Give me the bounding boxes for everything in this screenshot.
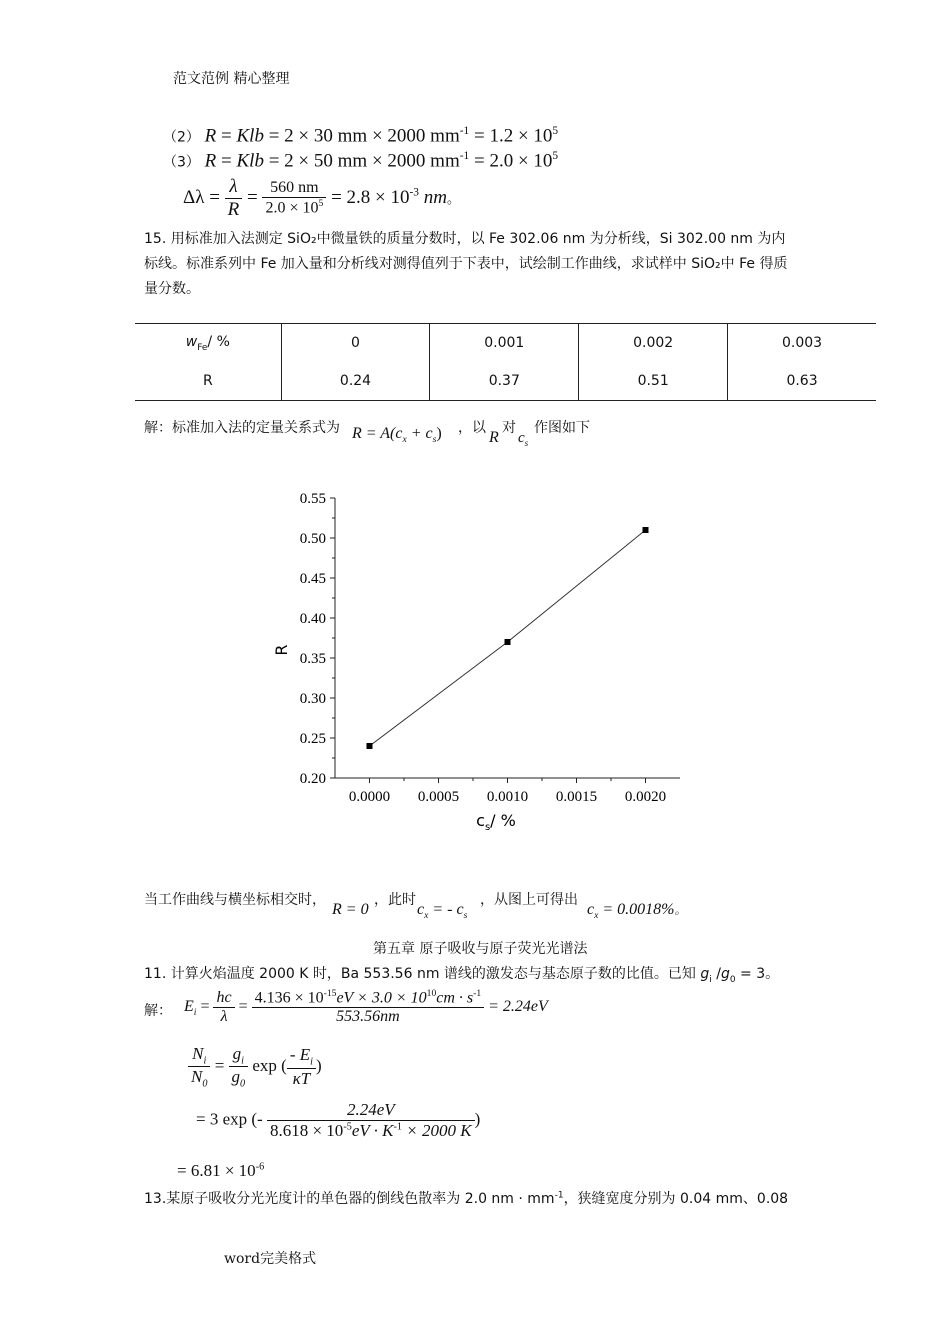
table-header-cell: R xyxy=(135,362,281,401)
q15-line1: 15. 用标准加入法测定 SiO₂中微量铁的质量分数时，以 Fe 302.06 nm 为分析线，Si 302.00 nm 为内 xyxy=(144,231,786,247)
equation-2-label: （2） xyxy=(163,129,200,146)
dl-lhs: Δλ xyxy=(183,186,205,208)
chart-x-axis-label: $c_s/$ % xyxy=(476,811,516,833)
conclusion-text3: ，从图上可得出 xyxy=(480,892,578,908)
chart-y-axis-label: R xyxy=(272,644,291,656)
table-cell: 0.24 xyxy=(281,362,430,401)
y-tick-label: 0.25 xyxy=(299,731,326,747)
conclusion-text1: 当工作曲线与横坐标相交时， xyxy=(144,892,326,908)
y-tick-label: 0.30 xyxy=(299,691,326,707)
data-point xyxy=(505,639,511,645)
q15-line3: 量分数。 xyxy=(144,281,200,297)
equation-3-label: （3） xyxy=(163,154,200,171)
eq3-result-exp: 5 xyxy=(552,150,559,162)
y-tick-label: 0.55 xyxy=(299,491,326,507)
hc-over-lambda: $\frac{hc}{\lambda}$ xyxy=(213,989,234,1026)
table-cell: 0.002 xyxy=(579,324,728,363)
x-tick-label: 0.0005 xyxy=(417,789,460,805)
eq2-result: 1.2 × 10 xyxy=(489,125,553,147)
solution11-line2: = 3 exp (- $\frac{2.24eV}{8.618 \times 10^{-5}eV \cdot K^{-1} \times 2000 K}$ ) xyxy=(196,1100,481,1140)
eq2-expr: 2 × 30 mm × 2000 mm xyxy=(284,125,460,147)
x-tick-label: 0.0020 xyxy=(624,789,667,805)
table-cell: 0.63 xyxy=(728,362,876,401)
dl-result-exp: -3 xyxy=(409,186,419,199)
dl-frac1: $\frac{\lambda}{R}$ xyxy=(225,176,243,221)
x-tick-label: 0.0015 xyxy=(555,789,598,805)
chart-series xyxy=(367,527,649,749)
table-header-cell: $w_{Fe}/$ % xyxy=(135,324,281,363)
eq2-mid: Klb xyxy=(236,125,264,147)
eq2-exp: -1 xyxy=(459,125,470,137)
solution15-mid1: ，以 xyxy=(458,420,486,436)
table-cell: 0 xyxy=(281,324,430,363)
eq3-lhs: R xyxy=(204,150,217,172)
eq3-result: 2.0 × 10 xyxy=(489,150,553,172)
solution11-energy-eq: $E_i$ = $\frac{hc}{\lambda}$ = $\frac{4.136 \times 10^{-15}eV \times 3.0 \times 10^{10}cm \cdot s^{-1}}{553.56nm}$ = 2.24eV xyxy=(184,988,548,1026)
conclusion-eq1: R = 0 xyxy=(332,901,369,918)
solution11-ratio-eq: $\frac{N_i}{N_0}$ = $\frac{g_i}{g_0}$ exp ( $\frac{- E_i}{\kappa T}$ ) xyxy=(188,1044,322,1090)
solution15-intro: 解：标准加入法的定量关系式为 xyxy=(144,420,340,436)
q11-text: 11. 计算火焰温度 2000 K 时，Ba 553.56 nm 谱线的激发态与基态原子数的比值。已知 $g_i$ $/g_0 = 3$。 xyxy=(144,966,780,985)
data-point xyxy=(643,527,649,533)
q15-line2: 标线。标准系列中 Fe 加入量和分析线对测得值列于下表中，试绘制工作曲线，求试样中 SiO₂中 Fe 得质 xyxy=(144,256,788,272)
equation-3: （3） R = Klb = 2 × 50 mm × 2000 $mm^{-1} = 2.0 \times 10^5$ xyxy=(163,150,559,172)
table-cell: 0.51 xyxy=(579,362,728,401)
x-tick-label: 0.0000 xyxy=(348,789,391,805)
series-line xyxy=(370,530,646,746)
solution15-formula: $R = A(c_x + c_s)$ xyxy=(352,425,442,446)
y-tick-label: 0.50 xyxy=(299,531,326,547)
ni-over-n0: $\frac{N_i}{N_0}$ xyxy=(188,1044,210,1090)
gi-over-g0: $\frac{g_i}{g_0}$ xyxy=(229,1044,249,1090)
dl-frac2: $\frac{560 nm}{2.0 \times 10^5}$ xyxy=(262,179,326,217)
line2-fraction: $\frac{2.24eV}{8.618 \times 10^{-5}eV \cdot K^{-1} \times 2000 K}$ xyxy=(267,1100,475,1141)
eq3-exp: -1 xyxy=(459,150,470,162)
solution15-end: 作图如下 xyxy=(534,420,590,436)
delta-lambda-equation: Δλ = $\frac{\lambda}{R}$ = $\frac{560 nm}{2.0 \times 10^5}$ = $2.8 \times 10^{-3}$ nm。 xyxy=(183,176,460,220)
table-cell: 0.003 xyxy=(728,324,876,363)
x-tick-label: 0.0010 xyxy=(486,789,529,805)
data-point xyxy=(367,743,373,749)
dl-unit: nm xyxy=(423,186,447,208)
page-footer: word完美格式 xyxy=(224,1251,317,1267)
y-tick-label: 0.35 xyxy=(299,651,326,667)
solution11-label: 解： xyxy=(144,1003,172,1019)
conclusion-text2: ，此时 xyxy=(374,892,416,908)
conclusion-eq2: $c_x$ = - $c_s$ xyxy=(417,901,468,922)
table-cell: 0.001 xyxy=(430,324,579,363)
equation-2: （2） R = Klb = 2 × 30 mm × 2000 $mm^{-1} = 1.2 \times 10^5$ xyxy=(163,125,559,147)
table-cell: 0.37 xyxy=(430,362,579,401)
chart-axes xyxy=(335,498,680,778)
y-tick-label: 0.45 xyxy=(299,571,326,587)
solution11-line3: = $6.81 \times 10^{-6}$ xyxy=(177,1161,265,1180)
y-tick-label: 0.40 xyxy=(299,611,326,627)
eq3-expr: 2 × 50 mm × 2000 mm xyxy=(284,150,460,172)
chart-ticks xyxy=(300,491,666,805)
dl-result: 2.8 × 10 xyxy=(346,186,410,208)
solution15-mid2: 对 xyxy=(502,420,516,436)
eq2-lhs: R xyxy=(204,125,217,147)
q13-text: 13.某原子吸收分光光度计的单色器的倒线色散率为 2.0 nm · $mm^{-1}$，狭缝宽度分别为 0.04 mm、0.08 xyxy=(144,1190,789,1207)
solution15-var-r: R xyxy=(489,429,499,446)
conclusion-eq3: $c_x = 0.0018\%$。 xyxy=(587,901,687,922)
eq2-result-exp: 5 xyxy=(552,125,559,137)
chapter-title: 第五章 原子吸收与原子荧光光谱法 xyxy=(373,941,588,957)
page-header: 范文范例 精心整理 xyxy=(173,71,290,87)
y-tick-label: 0.20 xyxy=(299,771,326,787)
eq3-mid: Klb xyxy=(236,150,264,172)
energy-fraction: $\frac{4.136 \times 10^{-15}eV \times 3.0 \times 10^{10}cm \cdot s^{-1}}{553.56nm}$ xyxy=(252,988,485,1026)
solution15-var-c: $c_s$ xyxy=(518,430,529,448)
exp-fraction: $\frac{- E_i}{\kappa T}$ xyxy=(287,1045,316,1088)
